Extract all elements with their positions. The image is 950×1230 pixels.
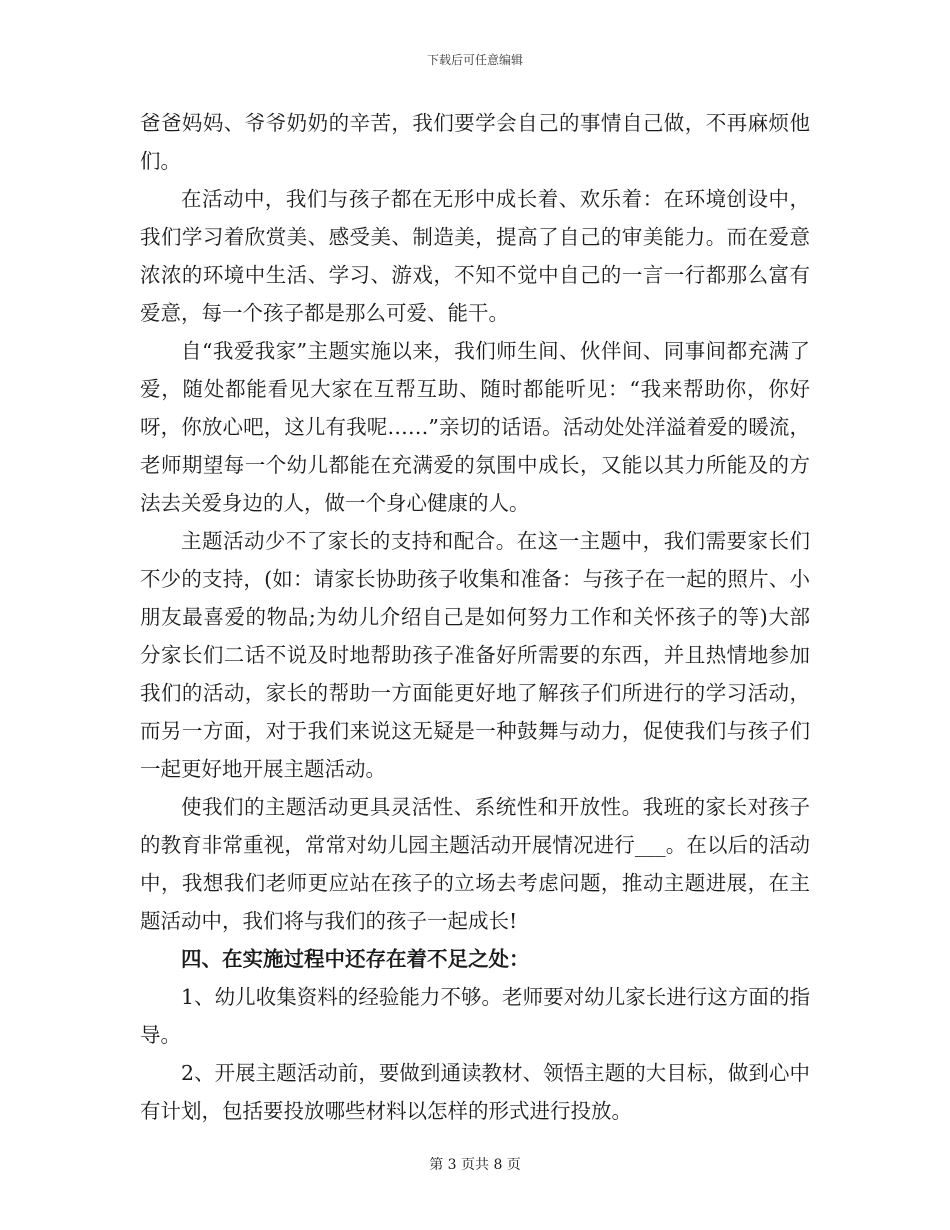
paragraph-activity-growth: 在活动中，我们与孩子都在无形中成长着、欢乐着：在环境创设中，我们学习着欣赏美、感受美、制造美，提高了自己的审美能力。而在爱意浓浓的环境中生活、学习、游戏，不知不觉中自己的一言一行都那么富有爱意，每一个孩子都是那么可爱、能干。 <box>140 187 810 325</box>
paragraph-flexibility: 使我们的主题活动更具灵活性、系统性和开放性。我班的家长对孩子的教育非常重视，常常对幼儿园主题活动开展情况进行___。在以后的活动中，我想我们老师更应站在孩子的立场去考虑问题，推动主题进展，在主题活动中，我们将与我们的孩子一起成长! <box>140 795 810 933</box>
page-header: 下载后可任意编辑 <box>426 53 523 67</box>
document-body <box>140 104 810 1130</box>
section-heading-shortcomings: 四、在实施过程中还存在着不足之处： <box>181 947 530 971</box>
paragraph-continuation: 爸爸妈妈、爷爷奶奶的辛苦，我们要学会自己的事情自己做，不再麻烦他们。 <box>140 111 810 173</box>
paragraph-theme-love: 自“我爱我家”主题实施以来，我们师生间、伙伴间、同事间都充满了爱，随处都能看见大家在互帮互助、随时都能听见：“我来帮助你，你好呀，你放心吧，这儿有我呢……”亲切的话语。活动处处洋溢着爱的暖流，老师期望每一个幼儿都能在充满爱的氛围中成长，又能以其力所能及的方法去关爱身边的人，做一个身心健康的人。 <box>140 339 810 515</box>
list-item-2: 2、开展主题活动前，要做到通读教材、领悟主题的大目标，做到心中有计划，包括要投放哪些材料以怎样的形式进行投放。 <box>140 1061 810 1123</box>
page-footer: 第 3 页共 8 页 <box>429 1157 521 1173</box>
list-item-1: 1、幼儿收集资料的经验能力不够。老师要对幼儿家长进行这方面的指导。 <box>140 985 810 1047</box>
paragraph-parent-support: 主题活动少不了家长的支持和配合。在这一主题中，我们需要家长们不少的支持，(如：请家长协助孩子收集和准备：与孩子在一起的照片、小朋友最喜爱的物品;为幼儿介绍自己是如何努力工作和关怀孩子的等)大部分家长们二话不说及时地帮助孩子准备好所需要的东西，并且热情地参加我们的活动，家长的帮助一方面能更好地了解孩子们所进行的学习活动，而另一方面，对于我们来说这无疑是一种鼓舞与动力，促使我们与孩子们一起更好地开展主题活动。 <box>140 529 810 781</box>
